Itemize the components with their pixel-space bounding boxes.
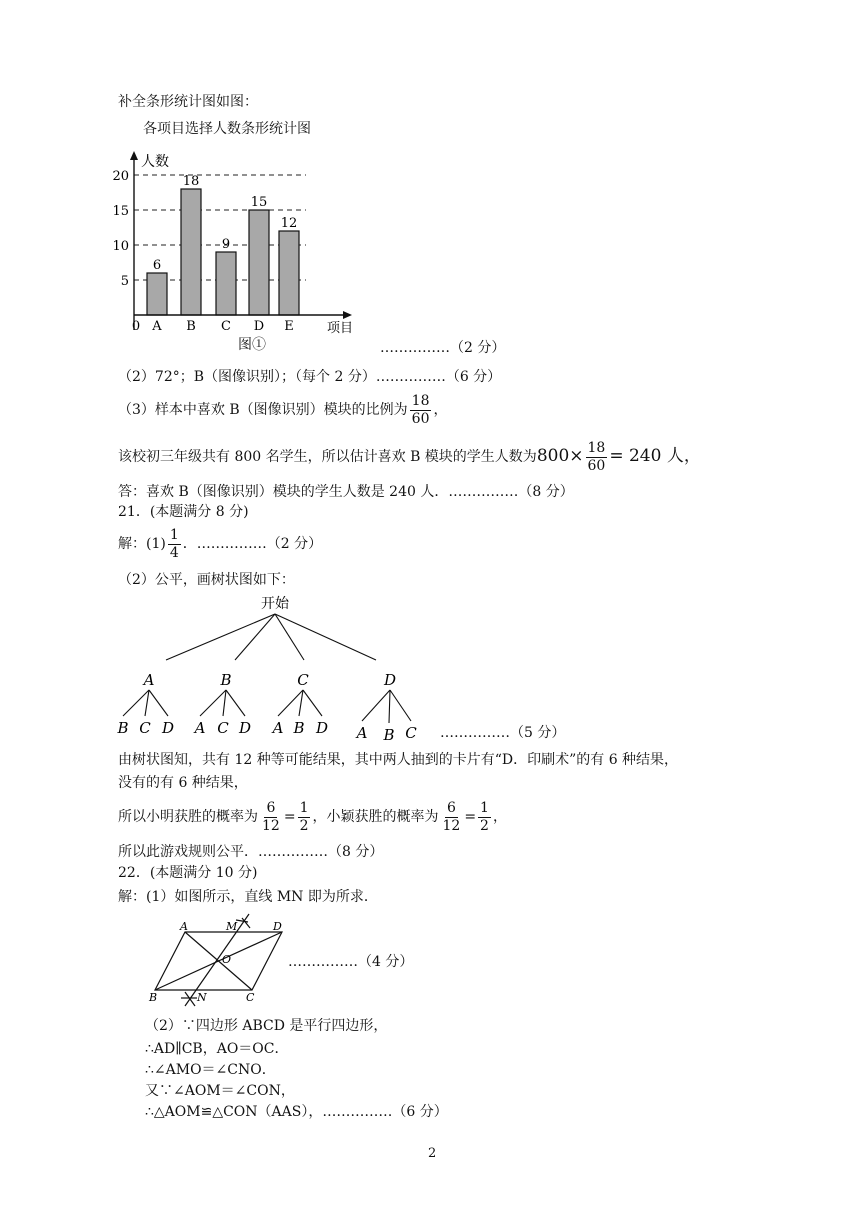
y-tick-20: 20 (112, 169, 129, 184)
tree-leaf-A-D: D (161, 719, 175, 737)
parallelogram-figure (145, 910, 295, 1010)
fraction-18-60-b: $\frac{18}{60}$ (587, 439, 606, 474)
category-A: A (152, 319, 162, 334)
tree-text-2: 没有的有 6 种结果， (118, 775, 248, 791)
bar-value-D: 15 (250, 195, 268, 210)
fraction-1-4: $\frac{1}{4}$ (169, 526, 179, 561)
tree-node-D: D (383, 671, 397, 689)
bar-A (147, 273, 167, 315)
bar-C (216, 252, 236, 315)
fraction-1-2-a: $\frac{1}{2}$ (299, 799, 309, 834)
tree-leaf-D-C: C (405, 724, 417, 742)
bar-value-A: 6 (152, 258, 162, 273)
q21-part1: 解：(1) $\frac{1}{4}$ ．……………（2 分） (118, 526, 323, 561)
tree-leaf-D-A: A (356, 724, 368, 742)
y-axis-label: 人数 (141, 154, 169, 170)
y-tick-5: 5 (120, 274, 129, 289)
bar-B (181, 189, 201, 315)
tree-leaf-C-D: D (315, 719, 329, 737)
bar-value-C: 9 (221, 237, 231, 252)
point-A: A (180, 920, 188, 933)
q22-part2-c: ∴∠AMO＝∠CNO． (145, 1062, 276, 1078)
y-axis-arrow (130, 151, 138, 160)
tree-score: ……………（5 分） (440, 725, 566, 741)
q21-part2: （2）公平，画树状图如下： (118, 572, 295, 588)
tree-leaf-B-D: D (238, 719, 252, 737)
tree-node-C: C (297, 671, 309, 689)
q3-line-b: 该校初三年级共有 800 名学生，所以估计喜欢 B 模块的学生人数为800× $\frac{18}{60}$ = 240 人， (118, 439, 701, 474)
tree-root: 开始 (261, 596, 289, 612)
q2-text: （2）72°；B（图像识别）；（每个 2 分）……………（6 分） (118, 369, 502, 385)
y-tick-10: 10 (112, 239, 129, 254)
q3-line-a: （3）样本中喜欢 B（图像识别）模块的比例为 $\frac{18}{60}$ ， (118, 392, 448, 427)
q22-part2-d: 又∵∠AOM＝∠CON， (145, 1083, 295, 1099)
point-M: M (226, 920, 238, 933)
x-axis-arrow (343, 311, 352, 319)
tree-leaf-C-A: A (272, 719, 284, 737)
page-number: 2 (428, 1146, 437, 1161)
tree-leaf-B-C: C (217, 719, 229, 737)
fraction-18-60: $\frac{18}{60}$ (411, 392, 430, 427)
fraction-6-12-b: $\frac{6}{12}$ (442, 799, 461, 834)
tree-node-A: A (143, 671, 155, 689)
fraction-1-2-b: $\frac{1}{2}$ (480, 799, 489, 834)
category-B: B (186, 319, 196, 334)
category-C: C (221, 319, 231, 334)
q3-answer: 答：喜欢 B（图像识别）模块的学生人数是 240 人．……………（8 分） (118, 484, 574, 500)
fair-conclusion: 所以此游戏规则公平．……………（8 分） (118, 844, 384, 860)
tree-leaf-A-C: C (139, 719, 151, 737)
figure-label: 图① (238, 337, 266, 353)
probability-line: 所以小明获胜的概率为 $\frac{6}{12}$ = $\frac{1}{2}$ ，小颖获胜的概率为 $\frac{6}{12}$ = $\frac{1}{2}$ ， (118, 799, 507, 834)
point-O: O (222, 953, 232, 966)
tree-node-B: B (220, 671, 232, 689)
tree-leaf-B-A: A (194, 719, 206, 737)
tree-diagram (110, 590, 440, 745)
bar-E (279, 231, 299, 315)
category-D: D (253, 319, 265, 334)
category-E: E (284, 319, 294, 334)
bar-value-E: 12 (280, 216, 298, 231)
intro-text: 补全条形统计图如图： (118, 94, 258, 110)
bar-value-B: 18 (182, 174, 200, 189)
line-mn (185, 914, 249, 1006)
q22-part2-a: （2）∵四边形 ABCD 是平行四边形， (145, 1018, 388, 1034)
diagonal-bd (155, 932, 282, 990)
q22-part2-e: ∴△AOM≌△CON（AAS），……………（6 分） (145, 1104, 448, 1120)
q22-part2-b: ∴AD∥CB，AO＝OC． (145, 1041, 289, 1057)
point-D: D (273, 920, 282, 933)
bar-D (249, 210, 269, 315)
tree-leaf-A-B: B (117, 719, 129, 737)
tree-leaf-D-B: B (383, 726, 395, 744)
y-tick-15: 15 (112, 204, 129, 219)
bar-chart (110, 148, 370, 348)
point-C: C (246, 991, 255, 1004)
x-axis-label: 项目 (327, 321, 354, 336)
point-B: B (149, 991, 158, 1004)
q22-heading: 22．(本题满分 10 分) (118, 865, 258, 881)
q21-heading: 21．(本题满分 8 分) (118, 504, 249, 520)
tree-text-1: 由树状图知，共有 12 种等可能结果，其中两人抽到的卡片有“D．印刷术”的有 6 种结果， (118, 752, 679, 768)
geo-score: ……………（4 分） (288, 954, 414, 970)
y-tick-0: 0 (131, 319, 141, 334)
fraction-6-12-a: $\frac{6}{12}$ (262, 799, 280, 834)
chart-title: 各项目选择人数条形统计图 (143, 121, 311, 137)
score-2: ……………（2 分） (380, 340, 506, 356)
point-N: N (197, 991, 207, 1004)
tree-leaf-C-B: B (293, 719, 305, 737)
q22-part1: 解：(1）如图所示，直线 MN 即为所求． (118, 889, 378, 905)
